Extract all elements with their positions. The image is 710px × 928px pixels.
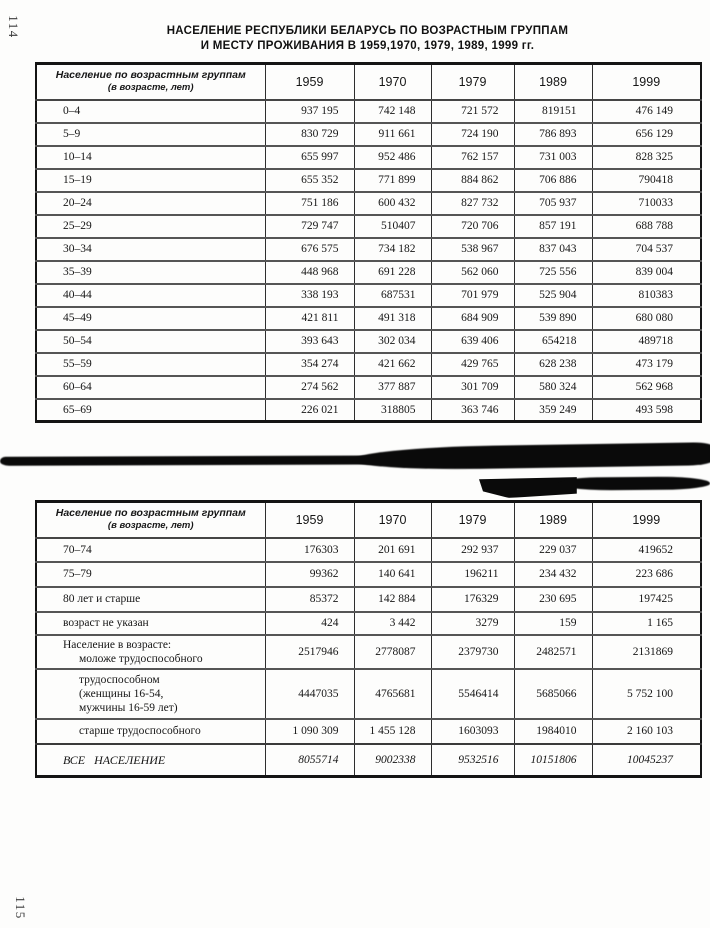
table-row	[36, 719, 701, 744]
age-group-cell: 45–49	[36, 307, 265, 330]
value-cell: 790418	[592, 169, 701, 192]
value-cell: 176303	[265, 538, 354, 562]
value-cell: 562 968	[592, 376, 701, 399]
value-cell: 140 641	[354, 562, 431, 587]
document-title	[35, 24, 700, 54]
value-cell: 393 643	[265, 330, 354, 353]
value-cell: 676 575	[265, 238, 354, 261]
value-cell: 729 747	[265, 215, 354, 238]
value-cell: 1 455 128	[354, 719, 431, 744]
header-year-1959: 1959	[265, 502, 354, 538]
value-cell: 429 765	[431, 353, 514, 376]
value-cell: 1 165	[592, 612, 701, 635]
value-cell: 491 318	[354, 307, 431, 330]
value-cell: 338 193	[265, 284, 354, 307]
value-cell: 85372	[265, 587, 354, 612]
value-cell: 786 893	[514, 123, 592, 146]
value-cell: 493 598	[592, 399, 701, 422]
header-row	[36, 64, 701, 100]
value-cell: 229 037	[514, 538, 592, 562]
value-cell: 1 090 309	[265, 719, 354, 744]
table-row	[36, 744, 701, 777]
ink-smudge-tail	[558, 476, 710, 490]
table-row	[36, 307, 701, 330]
page-number-top: 114	[5, 15, 21, 39]
value-cell: 473 179	[592, 353, 701, 376]
value-cell: 2482571	[514, 635, 592, 669]
value-cell: 201 691	[354, 538, 431, 562]
value-cell: 828 325	[592, 146, 701, 169]
value-cell: 318805	[354, 399, 431, 422]
value-cell: 810383	[592, 284, 701, 307]
value-cell: 857 191	[514, 215, 592, 238]
table-row	[36, 587, 701, 612]
header-year-1989: 1989	[514, 502, 592, 538]
value-cell: 354 274	[265, 353, 354, 376]
age-group-cell: старше трудоспособного	[36, 719, 265, 744]
value-cell: 771 899	[354, 169, 431, 192]
header-year-1970: 1970	[354, 502, 431, 538]
age-group-cell: 50–54	[36, 330, 265, 353]
value-cell: 742 148	[354, 100, 431, 123]
value-cell: 580 324	[514, 376, 592, 399]
age-group-cell: 15–19	[36, 169, 265, 192]
age-group-cell: 0–4	[36, 100, 265, 123]
value-cell: 2379730	[431, 635, 514, 669]
value-cell: 421 811	[265, 307, 354, 330]
header-label-line2: (в возрасте, лет)	[107, 520, 194, 532]
value-cell: 2778087	[354, 635, 431, 669]
age-group-cell: 75–79	[36, 562, 265, 587]
age-group-cell: Население в возрасте: моложе трудоспособного	[36, 635, 265, 669]
value-cell: 525 904	[514, 284, 592, 307]
header-year-1959: 1959	[265, 64, 354, 100]
header-age-groups	[36, 64, 265, 100]
value-cell: 562 060	[431, 261, 514, 284]
value-cell: 819151	[514, 100, 592, 123]
table-row	[36, 353, 701, 376]
value-cell: 142 884	[354, 587, 431, 612]
value-cell: 720 706	[431, 215, 514, 238]
table-row	[36, 562, 701, 587]
value-cell: 424	[265, 612, 354, 635]
age-group-cell: 5–9	[36, 123, 265, 146]
value-cell: 359 249	[514, 399, 592, 422]
value-cell: 1984010	[514, 719, 592, 744]
value-cell: 301 709	[431, 376, 514, 399]
value-cell: 5 752 100	[592, 669, 701, 719]
value-cell: 226 021	[265, 399, 354, 422]
value-cell: 5685066	[514, 669, 592, 719]
value-cell: 701 979	[431, 284, 514, 307]
value-cell: 448 968	[265, 261, 354, 284]
value-cell: 688 788	[592, 215, 701, 238]
value-cell: 704 537	[592, 238, 701, 261]
population-table-lower	[35, 500, 702, 778]
value-cell: 302 034	[354, 330, 431, 353]
value-cell: 363 746	[431, 399, 514, 422]
value-cell: 99362	[265, 562, 354, 587]
value-cell: 1603093	[431, 719, 514, 744]
page-number-bottom: 115	[12, 896, 28, 920]
value-cell: 10151806	[514, 744, 592, 777]
value-cell: 489718	[592, 330, 701, 353]
ink-smudge-streak-right	[352, 442, 710, 471]
population-table-upper	[35, 62, 702, 423]
table-row	[36, 399, 701, 422]
value-cell: 952 486	[354, 146, 431, 169]
value-cell: 4447035	[265, 669, 354, 719]
value-cell: 839 004	[592, 261, 701, 284]
value-cell: 655 997	[265, 146, 354, 169]
value-cell: 419652	[592, 538, 701, 562]
value-cell: 734 182	[354, 238, 431, 261]
age-group-cell: 55–59	[36, 353, 265, 376]
value-cell: 159	[514, 612, 592, 635]
table-row	[36, 330, 701, 353]
age-group-cell: трудоспособном (женщины 16-54, мужчины 16-59 лет)	[36, 669, 265, 719]
value-cell: 274 562	[265, 376, 354, 399]
table-row	[36, 100, 701, 123]
age-group-cell: 70–74	[36, 538, 265, 562]
value-cell: 837 043	[514, 238, 592, 261]
value-cell: 2131869	[592, 635, 701, 669]
age-group-cell: 10–14	[36, 146, 265, 169]
table-row	[36, 215, 701, 238]
table-row	[36, 284, 701, 307]
value-cell: 705 937	[514, 192, 592, 215]
value-cell: 2517946	[265, 635, 354, 669]
value-cell: 538 967	[431, 238, 514, 261]
value-cell: 656 129	[592, 123, 701, 146]
value-cell: 5546414	[431, 669, 514, 719]
age-group-cell: возраст не указан	[36, 612, 265, 635]
table-row	[36, 538, 701, 562]
value-cell: 827 732	[431, 192, 514, 215]
header-year-1979: 1979	[431, 502, 514, 538]
table-row	[36, 261, 701, 284]
value-cell: 510407	[354, 215, 431, 238]
header-year-1979: 1979	[431, 64, 514, 100]
value-cell: 911 661	[354, 123, 431, 146]
age-group-cell: 80 лет и старше	[36, 587, 265, 612]
table-row	[36, 192, 701, 215]
value-cell: 654218	[514, 330, 592, 353]
value-cell: 751 186	[265, 192, 354, 215]
value-cell: 710033	[592, 192, 701, 215]
value-cell: 292 937	[431, 538, 514, 562]
header-age-groups	[36, 502, 265, 538]
value-cell: 3 442	[354, 612, 431, 635]
value-cell: 731 003	[514, 146, 592, 169]
value-cell: 9532516	[431, 744, 514, 777]
value-cell: 680 080	[592, 307, 701, 330]
value-cell: 421 662	[354, 353, 431, 376]
value-cell: 196211	[431, 562, 514, 587]
value-cell: 197425	[592, 587, 701, 612]
value-cell: 230 695	[514, 587, 592, 612]
title-line-1: НАСЕЛЕНИЕ РЕСПУБЛИКИ БЕЛАРУСЬ ПО ВОЗРАСТНЫМ ГРУППАМ	[166, 25, 569, 37]
value-cell: 476 149	[592, 100, 701, 123]
age-group-cell: 60–64	[36, 376, 265, 399]
value-cell: 639 406	[431, 330, 514, 353]
value-cell: 684 909	[431, 307, 514, 330]
age-group-cell: 20–24	[36, 192, 265, 215]
value-cell: 721 572	[431, 100, 514, 123]
header-year-1999: 1999	[592, 502, 701, 538]
header-year-1989: 1989	[514, 64, 592, 100]
table-row	[36, 635, 701, 669]
value-cell: 762 157	[431, 146, 514, 169]
value-cell: 377 887	[354, 376, 431, 399]
age-group-cell: 25–29	[36, 215, 265, 238]
value-cell: 4765681	[354, 669, 431, 719]
header-label-line2: (в возрасте, лет)	[107, 82, 194, 94]
table-row	[36, 669, 701, 719]
age-group-cell: 65–69	[36, 399, 265, 422]
table-row	[36, 612, 701, 635]
table-row	[36, 169, 701, 192]
value-cell: 830 729	[265, 123, 354, 146]
value-cell: 706 886	[514, 169, 592, 192]
age-group-cell: 40–44	[36, 284, 265, 307]
value-cell: 8055714	[265, 744, 354, 777]
value-cell: 724 190	[431, 123, 514, 146]
age-group-cell: 35–39	[36, 261, 265, 284]
table-row	[36, 146, 701, 169]
ink-smudge-blob	[477, 476, 577, 498]
value-cell: 725 556	[514, 261, 592, 284]
header-year-1970: 1970	[354, 64, 431, 100]
value-cell: 234 432	[514, 562, 592, 587]
table-row	[36, 238, 701, 261]
value-cell: 628 238	[514, 353, 592, 376]
header-label-line1: Население по возрастным группам	[55, 69, 246, 82]
value-cell: 655 352	[265, 169, 354, 192]
value-cell: 176329	[431, 587, 514, 612]
header-row	[36, 502, 701, 538]
value-cell: 223 686	[592, 562, 701, 587]
value-cell: 687531	[354, 284, 431, 307]
value-cell: 884 862	[431, 169, 514, 192]
header-label-line1: Население по возрастным группам	[55, 507, 246, 520]
age-group-cell: ВСЕ НАСЕЛЕНИЕ	[36, 744, 265, 777]
value-cell: 9002338	[354, 744, 431, 777]
value-cell: 691 228	[354, 261, 431, 284]
value-cell: 937 195	[265, 100, 354, 123]
value-cell: 2 160 103	[592, 719, 701, 744]
value-cell: 539 890	[514, 307, 592, 330]
value-cell: 600 432	[354, 192, 431, 215]
age-group-cell: 30–34	[36, 238, 265, 261]
table-row	[36, 123, 701, 146]
header-year-1999: 1999	[592, 64, 701, 100]
value-cell: 10045237	[592, 744, 701, 777]
value-cell: 3279	[431, 612, 514, 635]
title-line-2: И МЕСТУ ПРОЖИВАНИЯ В 1959,1970, 1979, 1989, 1999 гг.	[200, 40, 535, 52]
table-row	[36, 376, 701, 399]
